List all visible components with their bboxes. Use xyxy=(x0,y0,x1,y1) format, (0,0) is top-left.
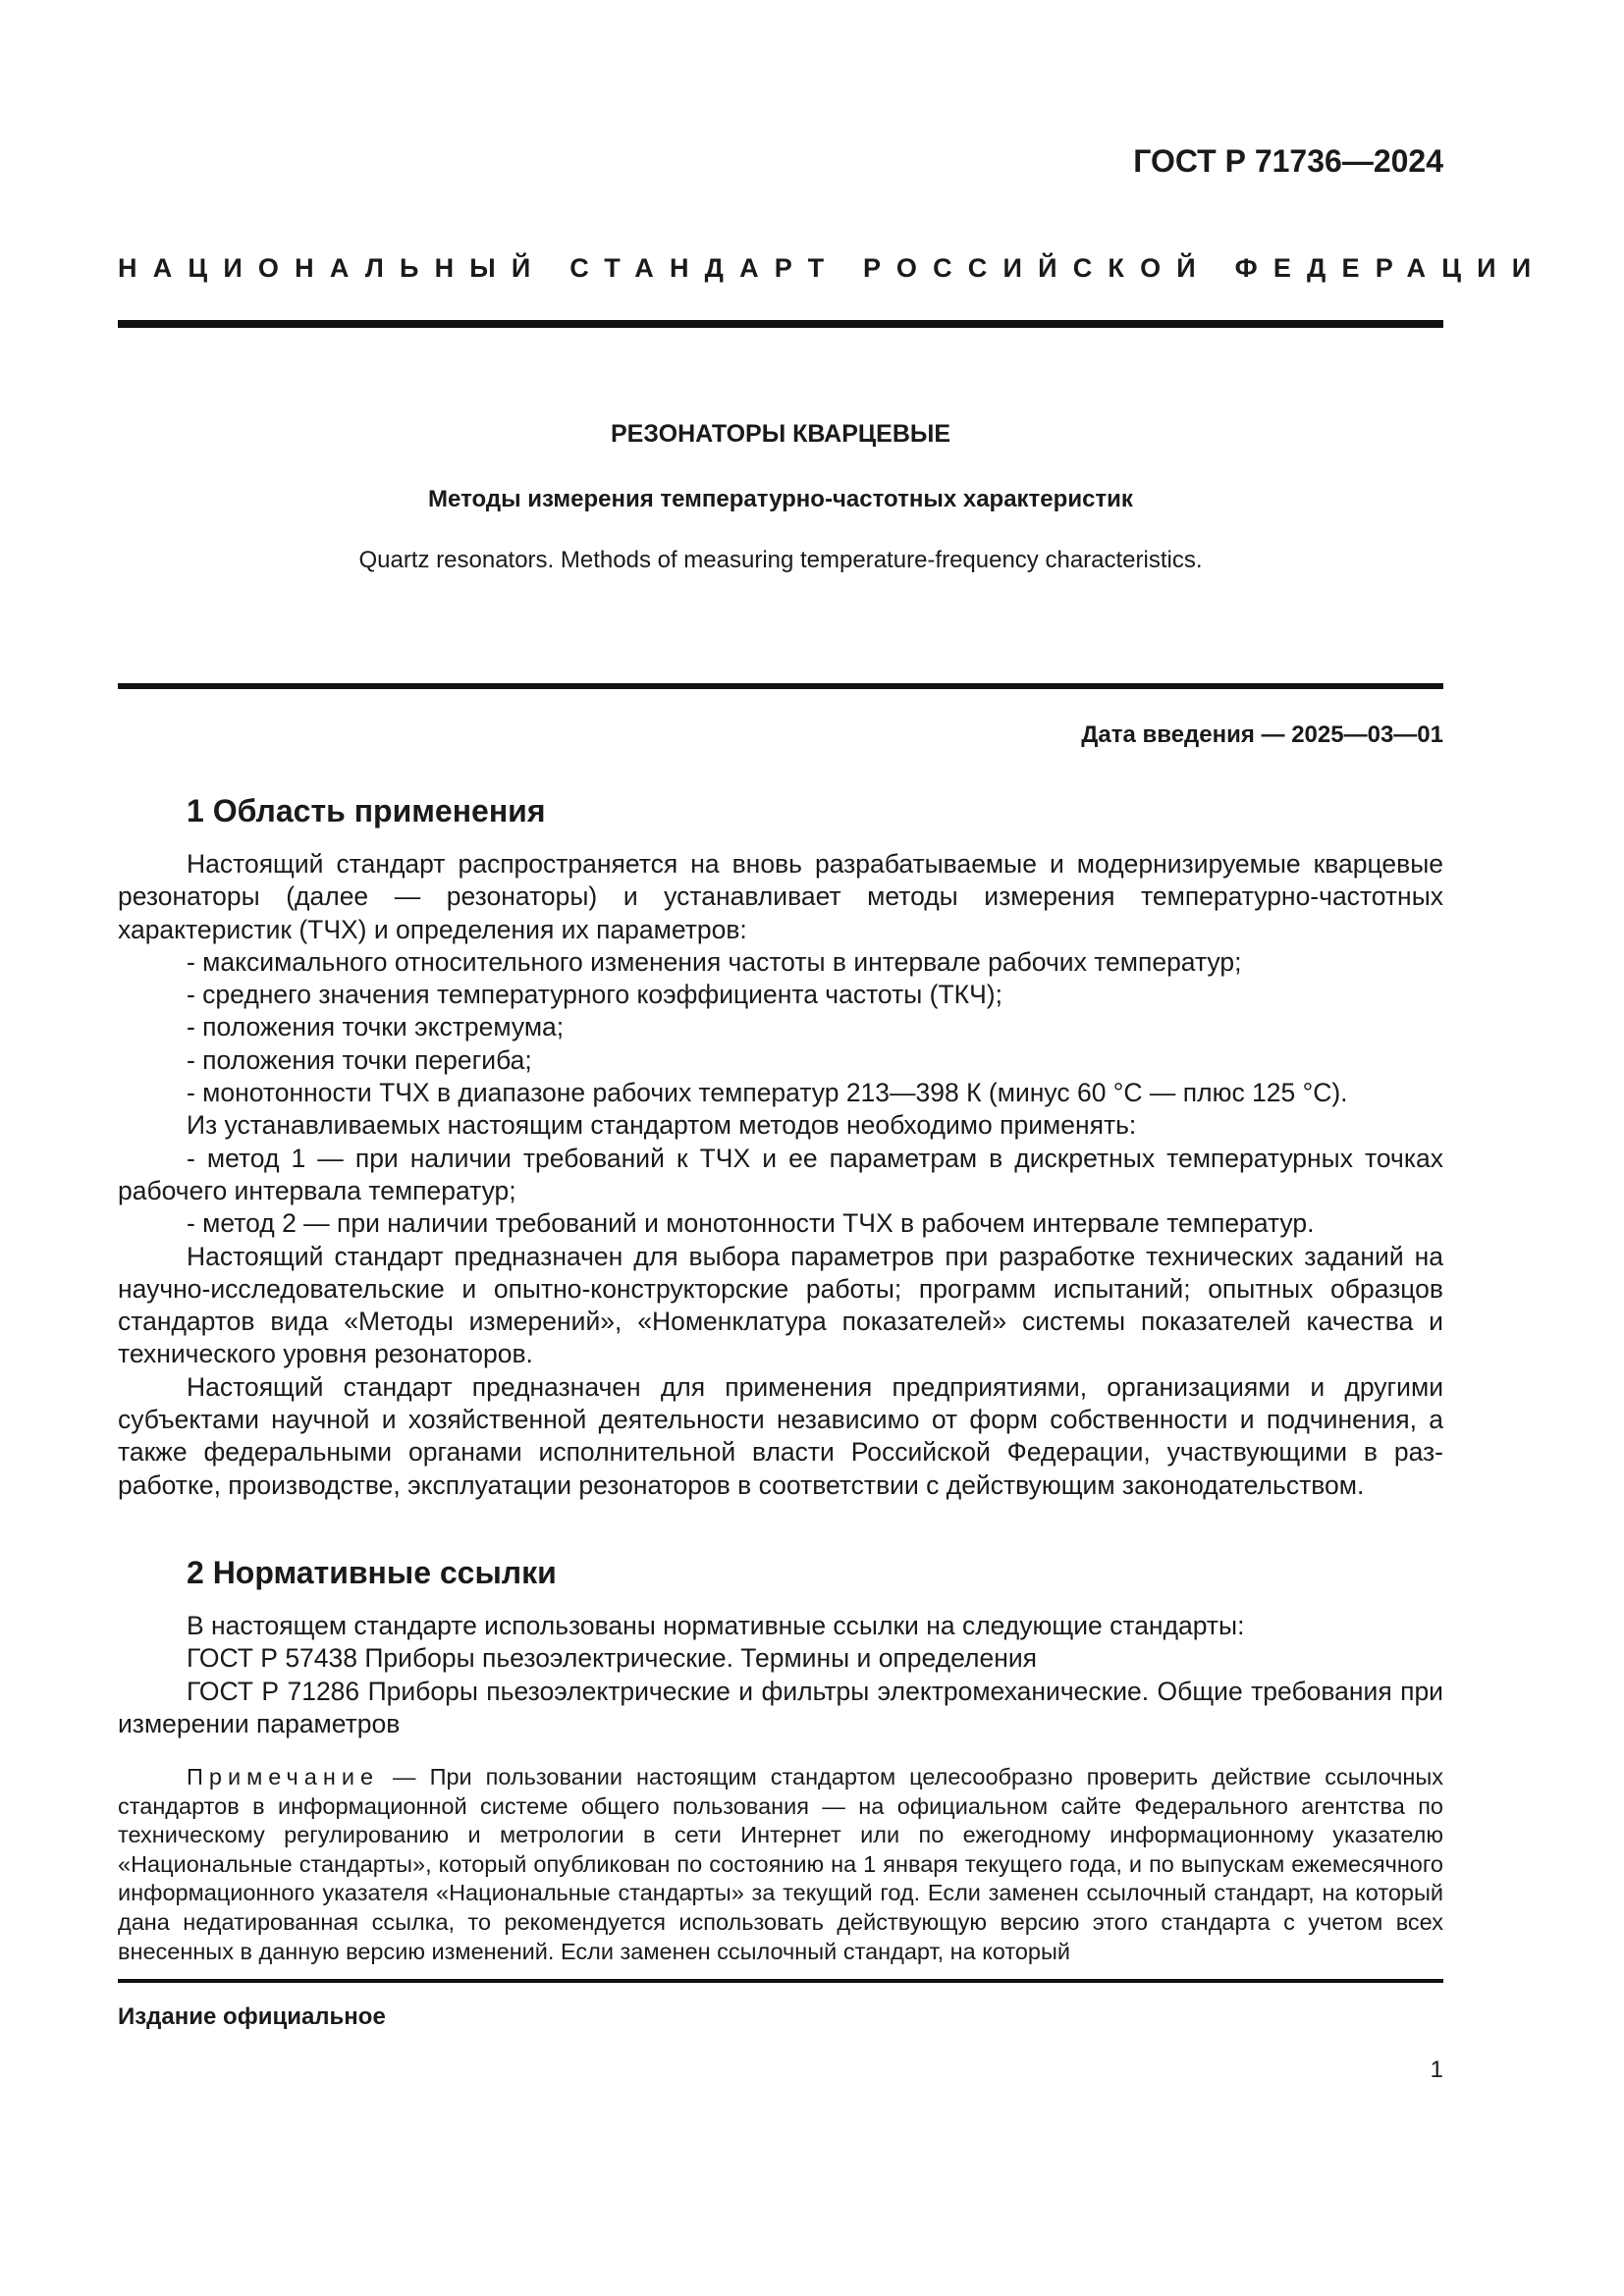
list-item: - метод 2 — при наличии требований и монотонности ТЧХ в рабочем интервале температур. xyxy=(187,1208,1315,1239)
official-edition-label: Издание официальное xyxy=(118,2003,386,2030)
national-standard-banner: НАЦИОНАЛЬНЫЙ СТАНДАРТ РОССИЙСКОЙ ФЕДЕРАЦИИ xyxy=(118,253,1547,283)
note-block xyxy=(118,1763,1443,1966)
document-subtitle: Методы измерения температурно-частотных характеристик xyxy=(428,486,1133,512)
page-number: 1 xyxy=(1430,2056,1443,2083)
section-1-heading: 1 Область применения xyxy=(187,793,546,828)
section-2-body xyxy=(118,1610,1443,1740)
list-item: - максимального относительного изменения частоты в интервале рабочих температур; xyxy=(187,946,1242,977)
note-paragraph xyxy=(118,1763,1443,1966)
list-item: - монотонности ТЧХ в диапазоне рабочих температур 213—398 К (минус 60 °С — плюс 125 °С). xyxy=(187,1078,1348,1108)
paragraph: В настоящем стандарте использованы нормативные ссылки на следующие стандарты: xyxy=(187,1611,1245,1640)
introduction-date: Дата введения — 2025—03—01 xyxy=(1081,721,1443,748)
list-item: - положения точки перегиба; xyxy=(187,1044,532,1075)
reference-item: ГОСТ Р 71286 Приборы пьезоэлектрические и фильтры электромеханические. Общие требования при измерении параметров xyxy=(118,1676,1443,1738)
list-item: - положения точки экстремума; xyxy=(187,1012,565,1042)
note-text: — При пользовании настоящим стандартом целесообразно проверить действие ссылочных стандартов в информационной системе общего пользования — на официальном сайте Федерального агентства по техническому регулированию и метрологии в сети Интернет или по ежегодному информационному указателю «Национальные стандарты», который опубликован по состоянию на 1 января текущего года, и по выпускам ежемесячного информационного указателя «Национальные стандарты» за текущий год. Если заменен ссылочный стандарт, на который дана недатированная ссылка, то рекомендуется использовать действующую версию этого стандарта с учетом всех внесенных в данную версию изменений. Если заменен ссылочный стандарт, на который xyxy=(118,1764,1443,1964)
section-1-body xyxy=(118,848,1443,1502)
note-label: Примечание xyxy=(187,1764,380,1789)
section-2-heading: 2 Нормативные ссылки xyxy=(187,1555,557,1590)
title-rule xyxy=(118,683,1443,689)
paragraph: Настоящий стандарт распространяется на вновь разрабатываемые и модернизируемые кварцевые резонаторы (далее — резонаторы) и устанавливает методы измерения температурно-частотных характеристик (ТЧХ) и определения их параметров: xyxy=(118,849,1443,944)
reference-item: ГОСТ Р 57438 Приборы пьезоэлектрические. Термины и определения xyxy=(187,1643,1037,1674)
footer-rule xyxy=(118,1979,1443,1983)
header-rule xyxy=(118,320,1443,328)
paragraph: Настоящий стандарт предназначен для применения предприятиями, организациями и другими субъектами научной и хозяйственной деятельности независимо от форм собственности и подчинения, а также федеральными органами исполнительной власти Российской Федерации, участвующими в разработке, производстве, эксплуатации резонаторов в соответствии с действующим законодательством. xyxy=(118,1371,1443,1500)
document-title: РЕЗОНАТОРЫ КВАРЦЕВЫЕ xyxy=(610,420,951,448)
document-code: ГОСТ Р 71736—2024 xyxy=(1133,143,1443,179)
list-item: - среднего значения температурного коэффициента частоты (ТКЧ); xyxy=(187,980,1002,1010)
paragraph: Настоящий стандарт предназначен для выбора параметров при разработке технических заданий на научно-исследовательские и опытно-конструкторские работы; программ испытаний; опытных образцов стандартов вида «Методы измерений», «Номенклатура показателей» системы показателей качества и технического уровня резонаторов. xyxy=(118,1241,1443,1369)
paragraph: Из устанавливаемых настоящим стандартом методов необходимо применять: xyxy=(187,1110,1137,1141)
document-title-english: Quartz resonators. Methods of measuring temperature-frequency characteristics. xyxy=(358,547,1203,573)
list-item: - метод 1 — при наличии требований к ТЧХ и ее параметрам в дискретных температурных точках рабочего интервала температур; xyxy=(118,1143,1443,1205)
